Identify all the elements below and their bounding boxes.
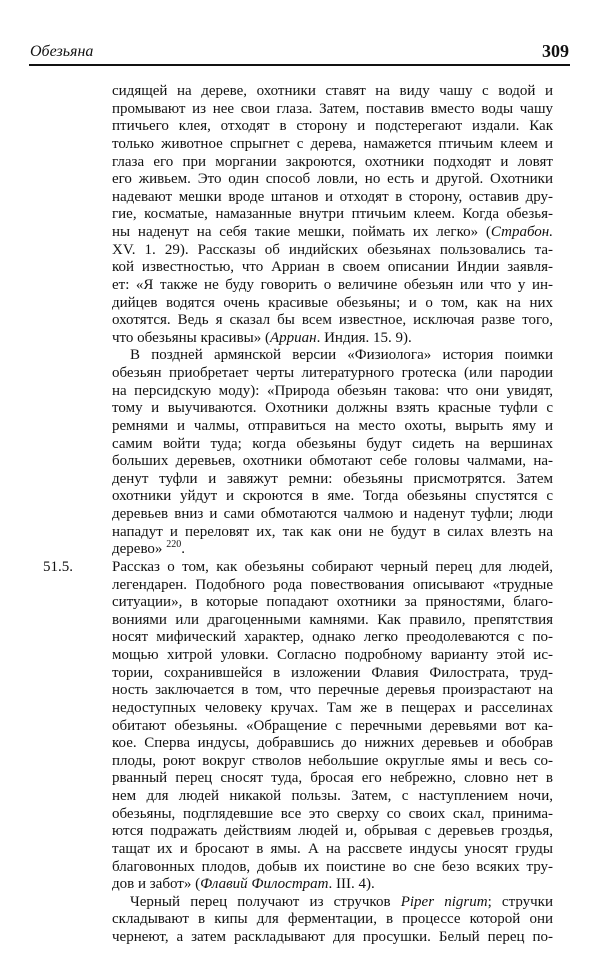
text-segment: ность заключается в том, что перечные деревья произрастают на: [112, 682, 553, 699]
text-segment: мощью хитрой уловки. Согласно подробному варианту этой ис-: [112, 647, 553, 663]
text-line: [112, 83, 553, 101]
text-segment: дов и забот» (: [112, 876, 201, 893]
text-line: [112, 647, 553, 665]
text-line: [112, 911, 553, 929]
text-segment: обезьян приобретает черты литературного гротеска (или пародии: [112, 365, 553, 381]
text-segment: кое. Сперва индусы, добравшись до нижних деревьев и обобрав: [112, 735, 553, 752]
text-line: [112, 295, 553, 313]
text-line: [112, 101, 553, 119]
text-segment: промывают из нее свои глаза. Затем, поставив вместо воды чашу: [112, 100, 553, 117]
text-line: [112, 383, 553, 401]
text-line: [112, 806, 553, 824]
text-segment: чернеют, а затем раскладывают для просушки. Белый перец по-: [112, 929, 553, 945]
text-line: [112, 206, 553, 224]
text-line: [112, 453, 553, 471]
text-line: [112, 436, 553, 454]
text-segment: Черный перец получают из стручков: [130, 893, 401, 910]
text-segment: ет: «Я также не буду говорить о величине обезьян или что у ин-: [112, 276, 553, 293]
text-line: [112, 735, 553, 753]
text-segment: тому и выучиваются. Охотники должны взять красные туфли с: [112, 400, 553, 417]
footnote-ref: 220: [166, 539, 182, 551]
text-segment: обезьяны, подглядевшие все это сверху со своих скал, принима-: [112, 805, 553, 822]
italic-text: Piper nigrum: [400, 893, 488, 910]
text-line: [112, 859, 553, 877]
text-segment: только животное спрыгнет с дерева, намажется птичьим клеем и: [112, 135, 553, 152]
text-line: [112, 418, 553, 436]
text-segment: ремнями и чалмы, отправиться на место охоты, вырыть яму и: [112, 417, 553, 434]
text-line: [112, 312, 553, 330]
text-line: [112, 171, 553, 189]
section-number: 51.5.: [43, 558, 73, 575]
text-segment: охотники уйдут и скроются в яме. Тогда обезьяны спустятся с: [112, 488, 553, 505]
text-line: [112, 400, 553, 418]
text-segment: что обезьяны красивы» (: [112, 329, 270, 346]
text-line: [112, 841, 553, 859]
text-line: [112, 154, 553, 172]
text-line: [112, 259, 553, 277]
text-line: [112, 541, 553, 559]
text-segment: больших деревьев, охотники обмотают себе головы чалмами, на-: [112, 453, 553, 470]
text-line: [112, 753, 553, 771]
running-header-title: Обезьяна: [30, 43, 94, 60]
text-segment: плоды, роют вокруг стволов небольшие округлые ямы и весь со-: [112, 752, 553, 769]
text-line: [112, 665, 553, 683]
text-segment: обитают обезьяны. «Обращение с перечными деревьями вот ка-: [112, 717, 553, 734]
italic-text: Арриан: [269, 329, 317, 346]
text-line: [112, 929, 553, 947]
text-segment: XV. 1. 29). Рассказы об индийских обезьянах пользовались та-: [112, 241, 553, 258]
text-line: [43, 558, 553, 577]
text-segment: носят мифический характер, однако легко преодолеваются с по-: [112, 629, 553, 646]
text-segment: складывают в кипы для ферментации, в процессе которой они: [112, 911, 553, 928]
text-line: [112, 629, 553, 647]
text-line: [112, 118, 553, 136]
text-line: [112, 136, 553, 154]
text-segment: ны наденут на себя такие мешки, поймать их легко» (: [112, 224, 491, 240]
text-segment: нем для людей никакой пользы. Затем, с наступлением ночи,: [112, 788, 553, 804]
text-line: [112, 242, 553, 260]
italic-text: Страбон.: [490, 224, 553, 240]
text-segment: его живьем. Это один способ ловли, но есть и другой. Охотники: [112, 171, 553, 188]
text-segment: . Индия. 15. 9).: [316, 329, 412, 346]
text-line: [112, 365, 553, 383]
text-line: [112, 788, 553, 806]
text-segment: самим войти туда; когда обезьяны будут сидеть на вершинах: [112, 435, 553, 452]
text-segment: В поздней армянской версии «Физиолога» история поимки: [130, 347, 553, 364]
text-line: [112, 612, 553, 630]
text-segment: сидящей на дереве, охотники ставят на виду чашу с водой и: [112, 83, 553, 99]
text-line: [112, 189, 553, 207]
text-line: [112, 488, 553, 506]
text-segment: .: [181, 541, 185, 558]
text-line: [112, 770, 553, 788]
body-text: [43, 83, 553, 947]
text-segment: легендарен. Подобного рода повествования описывают «трудные: [112, 576, 553, 593]
text-line: [112, 700, 553, 718]
page-number: 309: [542, 41, 569, 61]
text-segment: тории, сохранившейся в изложении Флавия Филострата, труд-: [112, 664, 553, 681]
text-line: [112, 682, 553, 700]
italic-text: Флавий Филострат: [200, 876, 329, 893]
text-line: [112, 823, 553, 841]
text-segment: нападут и переловят их, так как они не будут в силах влезть на: [112, 523, 553, 540]
text-line: [112, 876, 553, 894]
text-line: [112, 330, 553, 348]
text-segment: рванный перец сносят туда, бросая его небрежно, словно нет в: [112, 770, 553, 787]
text-segment: ситуации», в которые попадают охотники за пряностями, благо-: [112, 594, 553, 611]
text-segment: ются подражать действиям людей и, обрывая с деревьев гроздья,: [112, 823, 553, 840]
text-segment: охотятся. Ведь я сказал бы всем известное, исключая разве того,: [112, 312, 553, 329]
text-segment: ; стручки: [487, 893, 553, 910]
text-segment: тащат их и бросают в ямы. А на рассвете индусы уносят груды: [112, 840, 553, 857]
text-segment: надевают мешки вроде штанов и отходят в сторону, оставив дру-: [112, 188, 553, 205]
text-segment: вониями или драгоценными камнями. Как правило, препятствия: [112, 611, 553, 628]
text-line: [112, 347, 553, 365]
text-line: [112, 577, 553, 595]
text-segment: птичьего клея, отходят в сторону и подстерегают издали. Как: [112, 118, 553, 135]
text-line: [112, 277, 553, 295]
text-segment: на персидскую моду): «Природа обезьян такова: что они увидят,: [112, 382, 553, 399]
text-line: [112, 718, 553, 736]
text-line: [112, 471, 553, 489]
text-line: [112, 506, 553, 524]
text-segment: недоступных человеку кручах. Там же в пещерах и расселинах: [112, 699, 553, 716]
header-rule: [29, 64, 570, 66]
text-segment: глаза его при моргании закроются, охотники подходят и ловят: [112, 153, 553, 170]
text-segment: деревьев вниз и сами обмотаются чалмою и наденут туфли; люди: [112, 506, 553, 522]
text-segment: гие, косматые, намазанные внутри птичьим клеем. Когда обезья-: [112, 206, 553, 223]
text-segment: дийцев водятся очень красивые обезьяны; и о том, как на них: [112, 294, 553, 311]
text-line: [112, 224, 553, 242]
text-line: [112, 594, 553, 612]
text-segment: . III. 4).: [328, 876, 375, 893]
text-segment: дерево»: [112, 541, 167, 558]
text-line: [112, 894, 553, 912]
text-segment: кой известностью, что Арриан в своем описании Индии заявля-: [112, 259, 553, 276]
text-segment: Рассказ о том, как обезьяны собирают черный перец для людей,: [112, 558, 553, 575]
text-segment: благовонных плодов, добыв их поистине во сне безо всяких тру-: [112, 858, 553, 875]
text-segment: денут туфли и завяжут ремни: обезьяны присмотрятся. Затем: [112, 470, 553, 487]
